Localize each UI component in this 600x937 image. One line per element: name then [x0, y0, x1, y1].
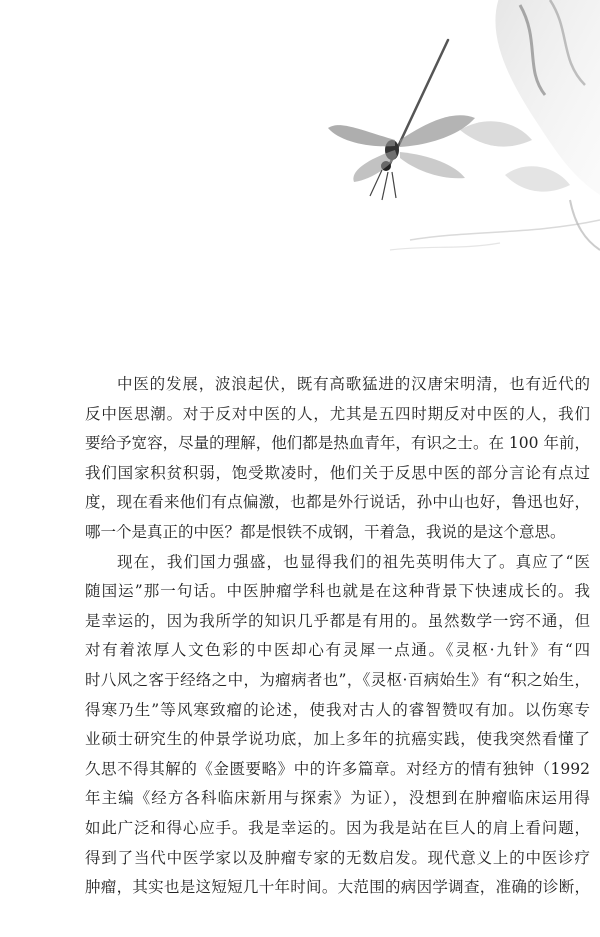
dragonfly-lotus-ink-painting-icon — [270, 0, 600, 260]
paragraph — [85, 548, 590, 903]
text-line: 反中医思潮。对于反对中医的人，尤其是五四时期反对中医的人，我们 — [85, 404, 590, 423]
text-line: 时八风之客于经络之中，为瘤病者也”，《灵枢·百病始生》有“积之始生， — [85, 670, 590, 689]
text-line: 中医的发展，波浪起伏，既有高歌猛进的汉唐宋明清，也有近代的 — [117, 375, 590, 393]
text-line: 度，现在看来他们有点偏激，也都是外行说话，孙中山也好，鲁迅也好， — [85, 493, 590, 512]
text-line: 我们国家积贫积弱，饱受欺凌时，他们关于反思中医的部分言论有点过 — [85, 463, 590, 482]
text-line: 对有着浓厚人文色彩的中医却心有灵犀一点通。《灵枢·九针》有“四 — [85, 641, 590, 660]
text-line: 哪一个是真正的中医？都是恨铁不成钢，干着急，我说的是这个意思。 — [85, 522, 566, 541]
text-line: 业硕士研究生的仲景学说功底，加上多年的抗癌实践，使我突然看懂了 — [85, 730, 590, 749]
text-line: 如此广泛和得心应手。我是幸运的。因为我是站在巨人的肩上看问题， — [85, 818, 590, 837]
text-line: 是幸运的，因为我所学的知识几乎都是有用的。虽然数学一窍不通，但 — [85, 611, 590, 630]
text-line: 得到了当代中医学家以及肿瘤专家的无数启发。现代意义上的中医诊疗 — [85, 848, 590, 867]
text-line: 久思不得其解的《金匮要略》中的许多篇章。对经方的情有独钟（1992 — [85, 759, 590, 778]
text-line: 年主编《经方各科临床新用与探索》为证），没想到在肿瘤临床运用得 — [85, 789, 590, 808]
text-line: 要给予宽容，尽量的理解，他们都是热血青年，有识之士。在 100 年前， — [85, 434, 590, 453]
paragraph — [85, 370, 590, 548]
body-text — [85, 370, 590, 903]
text-line: 现在，我们国力强盛，也显得我们的祖先英明伟大了。真应了“医 — [117, 552, 590, 571]
text-line: 肿瘤，其实也是这短短几十年时间。大范围的病因学调查，准确的诊断， — [85, 878, 590, 897]
text-line: 随国运”那一句话。中医肿瘤学科也就是在这种背景下快速成长的。我 — [85, 582, 590, 601]
text-line: 得寒乃生”等风寒致瘤的论述，使我对古人的睿智赞叹有加。以伤寒专 — [85, 700, 590, 719]
